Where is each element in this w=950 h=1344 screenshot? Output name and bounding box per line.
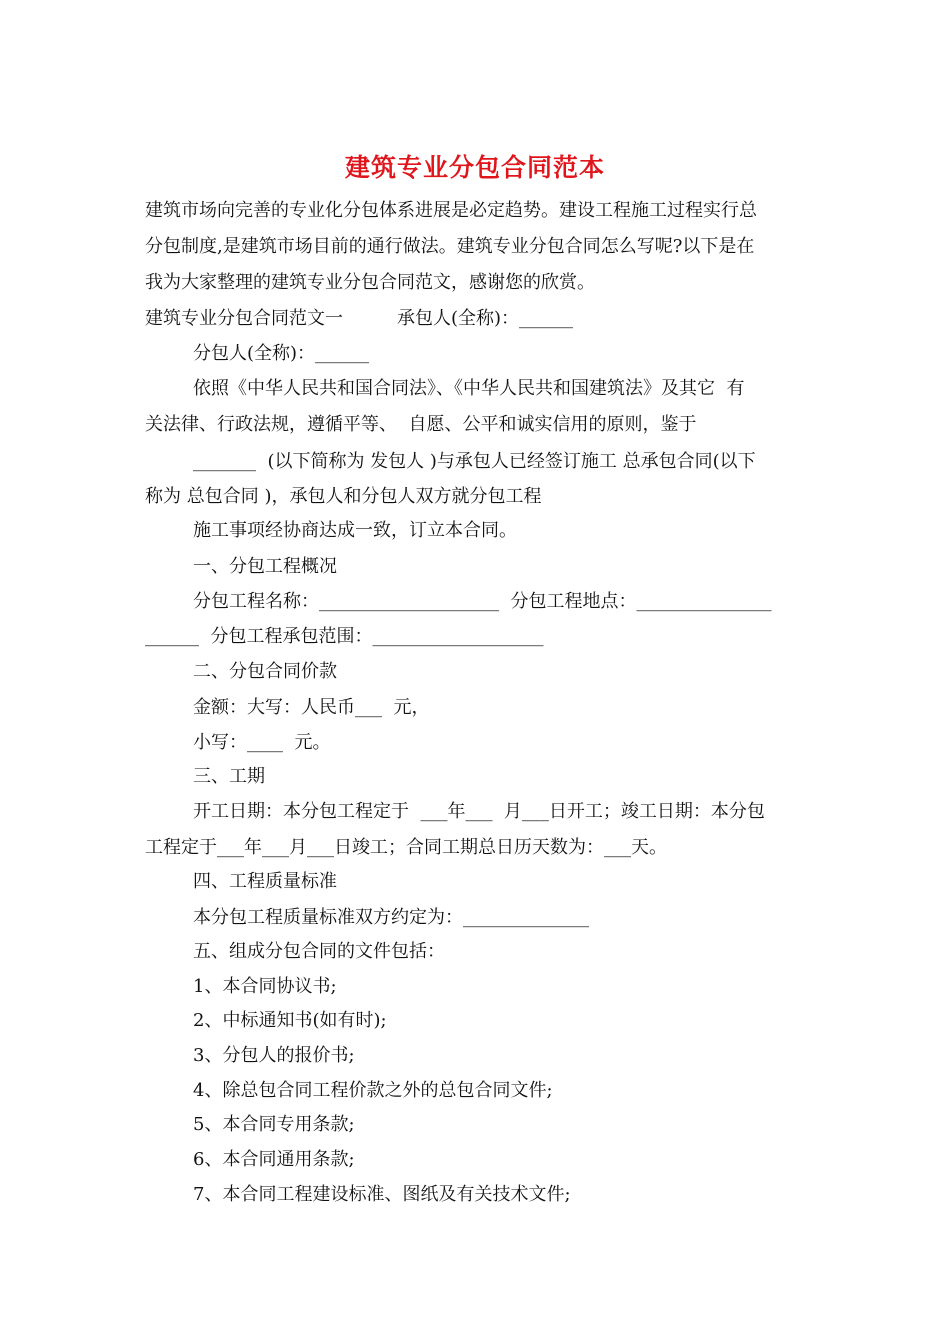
text-line: 工程定于___年___月___日竣工；合同工期总日历天数为：___天。	[145, 837, 667, 858]
text-line: 分包人(全称)：______	[193, 343, 370, 364]
list-item: 4、除总包合同工程价款之外的总包合同文件;	[193, 1080, 553, 1101]
list-item: 3、分包人的报价书;	[193, 1045, 355, 1066]
text-line: ______ 分包工程承包范围：___________________	[145, 626, 544, 647]
text-line: 施工事项经协商达成一致，订立本合同。	[193, 520, 517, 541]
list-item: 1、本合同协议书;	[193, 976, 337, 997]
list-item: 2、中标通知书(如有时);	[193, 1010, 387, 1031]
section-heading: 四、工程质量标准	[193, 871, 337, 892]
list-item: 6、本合同通用条款;	[193, 1149, 355, 1170]
text-line: 称为 总包合同 )，承包人和分包人双方就分包工程	[145, 486, 542, 507]
document-title: 建筑专业分包合同范本	[344, 153, 605, 182]
text-line: _______ (以下简称为 发包人 )与承包人已经签订施工 总承包合同(以下	[193, 451, 756, 472]
section-heading: 三、工期	[193, 766, 265, 787]
text-line: 分包制度,是建筑市场目前的通行做法。建筑专业分包合同怎么写呢?以下是在	[145, 236, 755, 257]
text-line: 小写：____ 元。	[193, 732, 331, 753]
text-line: 建筑市场向完善的专业化分包体系进展是必定趋势。建设工程施工过程实行总	[145, 200, 757, 221]
text-line: 关法律、行政法规，遵循平等、 自愿、公平和诚实信用的原则，鉴于	[145, 414, 697, 435]
text-line: 建筑专业分包合同范文一 承包人(全称)：______	[145, 308, 574, 329]
section-heading: 一、分包工程概况	[193, 556, 337, 577]
text-line: 我为大家整理的建筑专业分包合同范文，感谢您的欣赏。	[145, 272, 595, 293]
list-item: 7、本合同工程建设标准、图纸及有关技术文件;	[193, 1184, 571, 1205]
text-line: 本分包工程质量标准双方约定为：______________	[193, 907, 589, 928]
text-line: 分包工程名称：____________________ 分包工程地点：_______________	[193, 591, 772, 612]
text-line: 依照《中华人民共和国合同法》、《中华人民共和国建筑法》及其它 有	[193, 378, 745, 399]
text-line: 开工日期：本分包工程定于 ___年___ 月___日开工；竣工日期：本分包	[193, 801, 765, 822]
section-heading: 五、组成分包合同的文件包括：	[193, 941, 445, 962]
text-line: 金额：大写：人民币___ 元，	[193, 697, 430, 718]
list-item: 5、本合同专用条款;	[193, 1114, 355, 1135]
section-heading: 二、分包合同价款	[193, 661, 337, 682]
